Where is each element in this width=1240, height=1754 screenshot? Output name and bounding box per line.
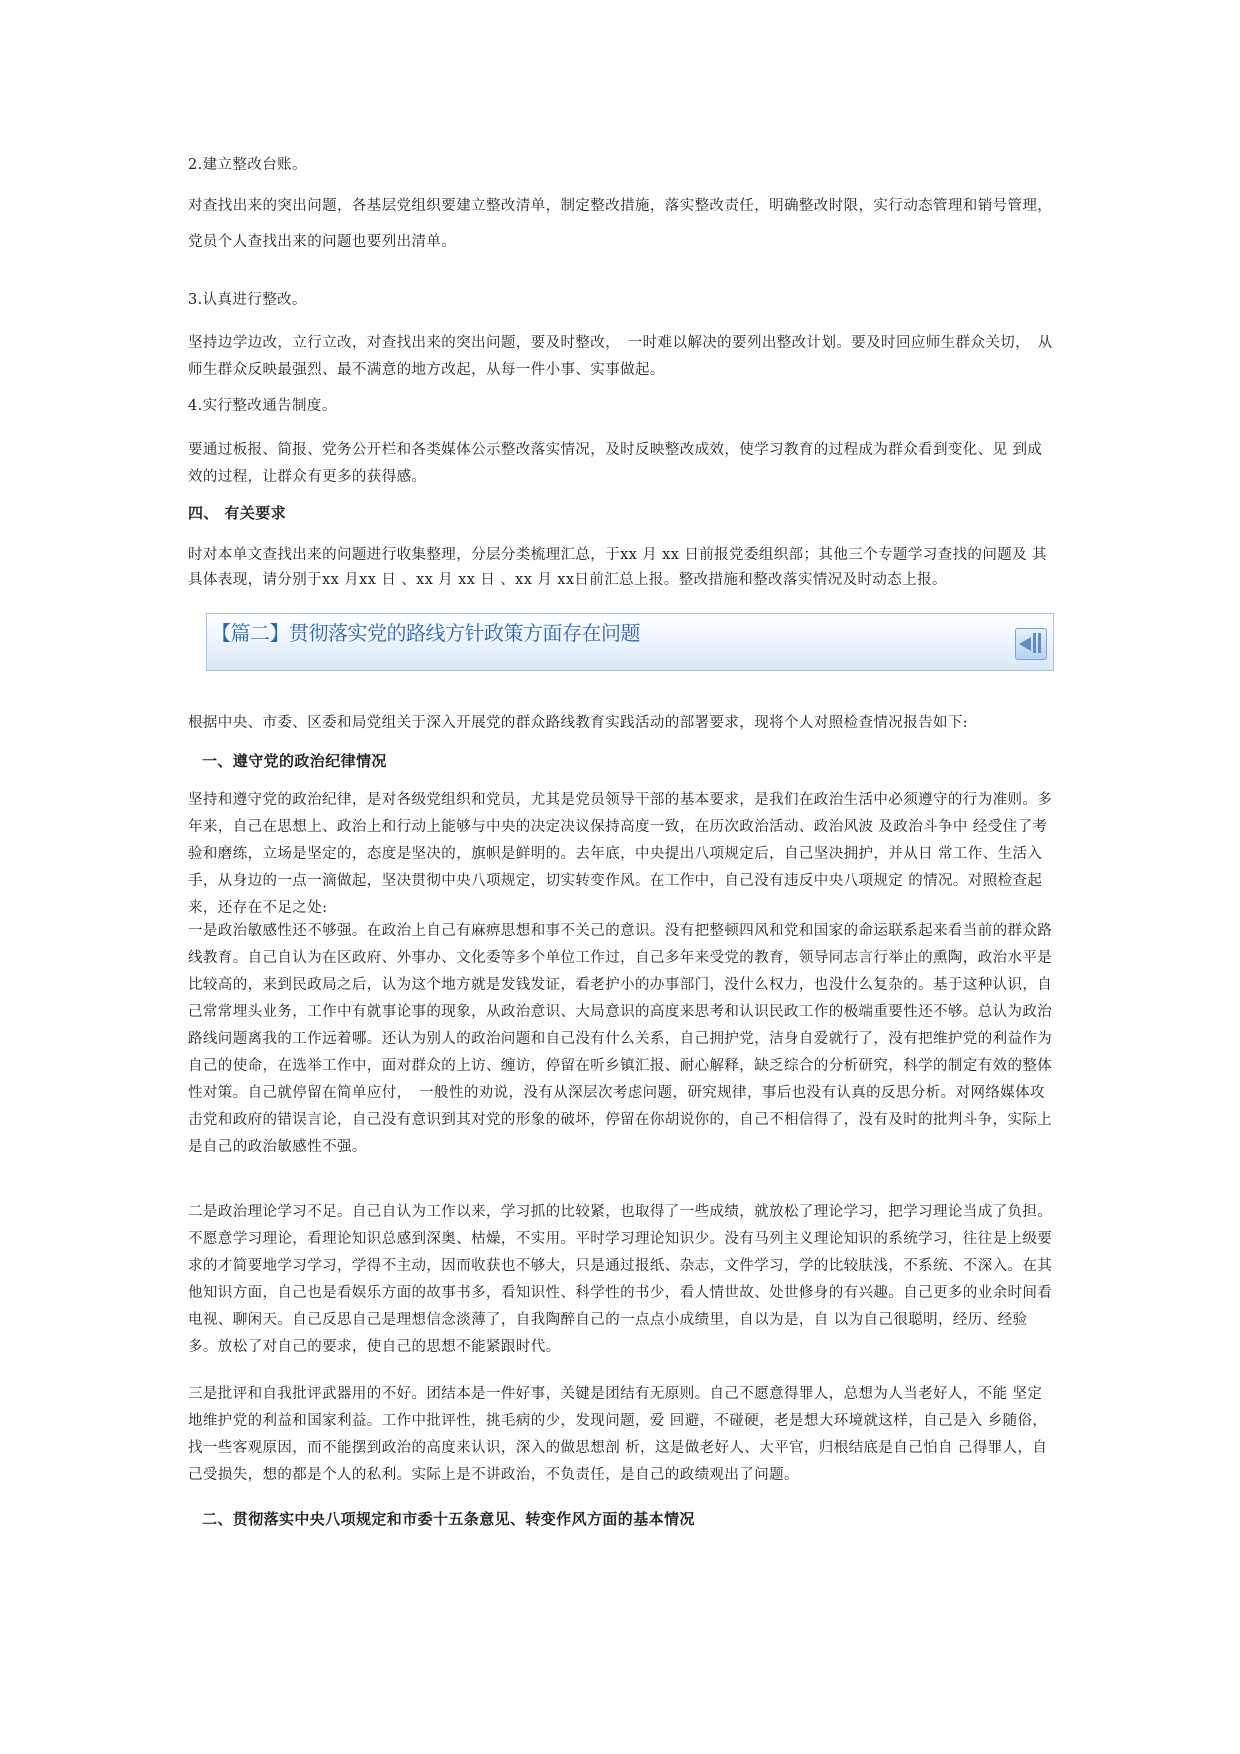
section-heading-1: 一、遵守党的政治纪律情况: [202, 752, 387, 770]
section-heading-4: 四、 有关要求: [188, 504, 287, 522]
back-arrow-icon[interactable]: [1015, 628, 1047, 660]
paragraph-2: 一是政治敏感性还不够强。在政治上自己有麻痹思想和事不关己的意识。没有把整顿四风和党和国家的命运联系起来看当前的群众路线教育。自己自认为在区政府、外事办、文化委等多个单位工作过，自己多年来受党的教育，领导同志言行举止的熏陶，政治水平是比较高的，来到民政局之后，认为这个地方就是发钱发证，看老护小的办事部门，没什么权力，也没什么复杂的。基于这种认识，自己常常埋头业务，工作中有就事论事的现象，从政治意识、大局意识的高度来思考和认识民政工作的极端重要性还不够。总认为政治路线问题离我的工作远着哪。还认为别人的政治问题和自己没有什么关系，自己拥护党，洁身自爱就行了，没有把维护党的利益作为自己的使命，在选举工作中，面对群众的上访、缠访，停留在听乡镇汇报、耐心解释，缺乏综合的分析研究，科学的制定有效的整体性对策。自己就停留在简单应付， 一般性的劝说，没有从深层次考虑问题，研究规律，事后也没有认真的反思分析。对网络媒体攻击党和政府的错误言论，自己没有意识到其对党的形象的破坏，停留在你胡说你的，自己不相信得了，没有及时的批判斗争，实际上是自己的政治敏感性不强。: [188, 923, 1053, 1155]
item3-text: 坚持边学边改，立行立改，对查找出来的突出问题，要及时整改， 一时难以解决的要列出整改计划。要及时回应师生群众关切， 从师生群众反映最强烈、最不满意的地方改起，从每一件小事、实事做起。: [188, 335, 1053, 378]
paragraph-3: 二是政治理论学习不足。自己自认为工作以来，学习抓的比较紧，也取得了一些成绩，就放松了理论学习，把学习理论当成了负担。不愿意学习理论，看理论知识总感到深奥、枯燥，不实用。平时学习理论知识少。没有马列主义理论知识的系统学习，往往是上级要求的才简要地学习学习，学得不主动，因而收获也不够大，只是通过报纸、杂志，文件学习，学的比较肤浅，不系统、不深入。在其他知识方面，自己也是看娱乐方面的故事书多，看知识性、科学性的书少，看人情世故、处世修身的有兴趣。自己更多的业余时间看电视、聊闲天。自己反思自己是理想信念淡薄了，自我陶醉自己的一点点小成绩里，自以为是，自 以为自己很聪明，经历、经验多。放松了对自己的要求，使自己的思想不能紧跟时代。: [188, 1204, 1053, 1355]
item4-title: 4.实行整改通告制度。: [188, 398, 337, 414]
requirements-text: 时对本单文查找出来的问题进行收集整理，分层分类梳理汇总，于xx 月 xx 日前报党委组织部；其他三个专题学习查找的问题及 其具体表现，请分别于xx 月xx 日 、xx 月 xx 日 、xx 月 xx日前汇总上报。整改措施和整改落实情况及时动态上报。: [188, 547, 1047, 588]
item4-text: 要通过板报、简报、党务公开栏和各类媒体公示整改落实情况，及时反映整改成效，使学习教育的过程成为群众看到变化、见 到成效的过程，让群众有更多的获得感。: [188, 442, 1043, 485]
intro-text: 根据中央、市委、区委和局党组关于深入开展党的群众路线教育实践活动的部署要求，现将个人对照检查情况报告如下:: [188, 715, 969, 731]
section-heading-2: 二、贯彻落实中央八项规定和市委十五条意见、转变作风方面的基本情况: [202, 1510, 695, 1528]
paragraph-4: 三是批评和自我批评武器用的不好。团结本是一件好事，关键是团结有无原则。自己不愿意得罪人，总想为人当老好人，不能 坚定地维护党的利益和国家利益。工作中批评性，挑毛病的少，发现问题，爱 回避，不碰硬，老是想大环境就这样，自己是入 乡随俗，找一些客观原因，而不能摆到政治的高度来认识，深入的做思想剖 析，这是做老好人、大平官，归根结底是自己怕自 己得罪人，自己受损失，想的都是个人的私利。实际上是不讲政治，不负责任，是自己的政绩观出了问题。: [188, 1386, 1048, 1483]
item2-title: 2.建立整改台账。: [188, 157, 307, 173]
article-banner: [206, 613, 1054, 671]
item3-title: 3.认真进行整改。: [188, 292, 307, 308]
item2-text: 对查找出来的突出问题，各基层党组织要建立整改清单，制定整改措施，落实整改责任，明确整改时限，实行动态管理和销号管理，党员个人查找出来的问题也要列出清单。: [188, 198, 1053, 250]
paragraph-1: 坚持和遵守党的政治纪律，是对各级党组织和党员，尤其是党员领导干部的基本要求，是我们在政治生活中必须遵守的行为准则。多年来，自己在思想上、政治上和行动上能够与中央的决定决议保持高度一致，在历次政治活动、政治风波 及政治斗争中 经受住了考验和磨练，立场是坚定的，态度是坚决的，旗帜是鲜明的。去年底，中央提出八项规定后，自己坚决拥护，并从日 常工作、生活入手，从身边的一点一滴做起，坚决贯彻中央八项规定，切实转变作风。在工作中，自己没有违反中央八项规定 的情况。对照检查起来，还存在不足之处:: [188, 792, 1053, 916]
banner-title: 【篇二】贯彻落实党的路线方针政策方面存在问题: [211, 621, 640, 645]
